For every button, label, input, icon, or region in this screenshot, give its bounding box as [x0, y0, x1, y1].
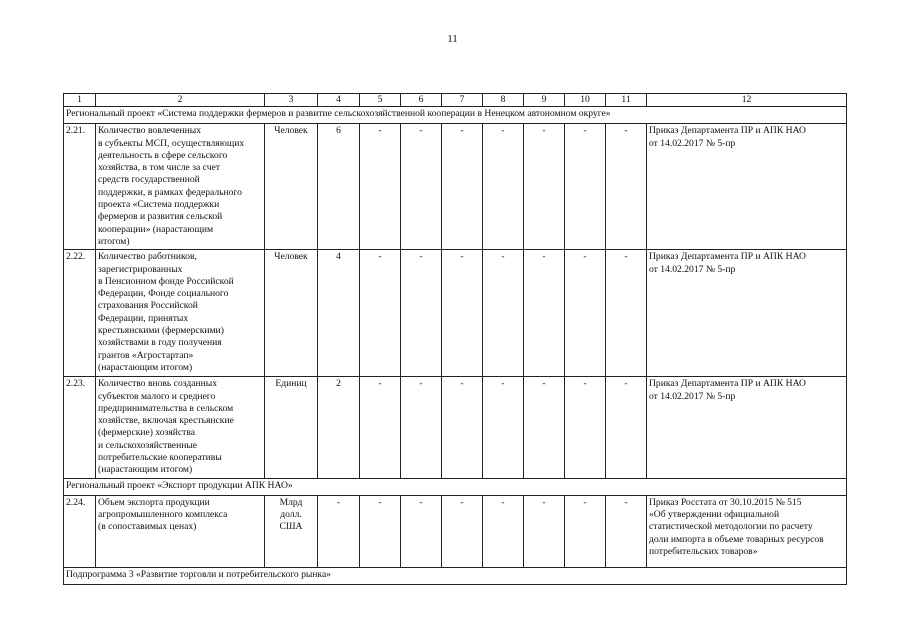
- unit-cell: [265, 250, 318, 377]
- indicator-name-line: проекта «Система поддержки: [98, 199, 220, 211]
- value-cell: -: [442, 124, 483, 250]
- basis-line: Приказ Департамента ПР и АПК НАО: [649, 251, 806, 263]
- indicator-number-cell: 2.24.: [64, 495, 96, 567]
- indicator-number-cell: 2.21.: [64, 124, 96, 250]
- value-cell: -: [442, 495, 483, 567]
- basis-cell: [647, 495, 847, 567]
- value-cell: -: [606, 377, 647, 478]
- value-cell: -: [565, 124, 606, 250]
- indicator-name-line: средств государственной: [98, 174, 200, 186]
- indicator-name-line: в Пенсионном фонде Российской: [98, 275, 234, 287]
- value-cell: -: [401, 124, 442, 250]
- value-cell: -: [360, 124, 401, 250]
- indicator-name-line: Количество вовлеченных: [98, 125, 202, 137]
- column-number-cell: 5: [360, 94, 401, 107]
- indicator-name-cell: [96, 124, 265, 250]
- unit-cell: [265, 124, 318, 250]
- indicator-number-cell: 2.22.: [64, 250, 96, 377]
- indicator-name-line: кооперации» (нарастающим: [98, 223, 214, 235]
- value-cell: -: [524, 377, 565, 478]
- value-cell: -: [606, 124, 647, 250]
- indicator-name-line: субъектов малого и среднего: [98, 390, 216, 402]
- indicator-name-line: Федерации, принятых: [98, 312, 189, 324]
- indicator-name-line: хозяйстве, включая крестьянские: [98, 415, 234, 427]
- table-row: [64, 124, 847, 250]
- column-number-cell: 8: [483, 94, 524, 107]
- indicator-name-line: Количество вновь созданных: [98, 378, 218, 390]
- unit-line: Единиц: [275, 378, 307, 390]
- indicator-name-line: хозяйствами в году получения: [98, 337, 222, 349]
- indicator-name-cell: [96, 377, 265, 478]
- indicator-name-line: крестьянскими (фермерскими): [98, 325, 224, 337]
- value-cell: -: [442, 250, 483, 377]
- indicator-name-line: и сельскохозяйственные: [98, 439, 198, 451]
- basis-line: статистической методологии по расчету: [649, 521, 813, 533]
- indicator-name-line: (фермерские) хозяйства: [98, 427, 196, 439]
- value-cell: 6: [318, 124, 360, 250]
- table-row: [64, 250, 847, 377]
- column-number-cell: 2: [96, 94, 265, 107]
- indicator-name-line: грантов «Агростартап»: [98, 349, 194, 361]
- value-cell: -: [606, 495, 647, 567]
- page-number: 11: [447, 33, 458, 45]
- indicator-name-line: фермеров и развития сельской: [98, 211, 223, 223]
- basis-line: Приказ Департамента ПР и АПК НАО: [649, 125, 806, 137]
- basis-cell: [647, 124, 847, 250]
- value-cell: -: [360, 495, 401, 567]
- value-cell: -: [483, 495, 524, 567]
- basis-cell: [647, 377, 847, 478]
- unit-line: Млрд: [279, 496, 303, 508]
- value-cell: -: [483, 250, 524, 377]
- indicator-name-line: агропромышленного комплекса: [98, 508, 228, 520]
- indicator-name-line: итогом): [98, 235, 130, 247]
- table-row: [64, 495, 847, 567]
- indicator-name-cell: [96, 495, 265, 567]
- section-title-cell: Региональный проект «Экспорт продукции АПК НАО»: [64, 478, 847, 495]
- unit-line: Человек: [274, 251, 308, 263]
- indicator-name-line: в субъекты МСП, осуществляющих: [98, 137, 245, 149]
- basis-line: от 14.02.2017 № 5-пр: [649, 137, 736, 149]
- basis-line: доли импорта в объеме товарных ресурсов: [649, 533, 824, 545]
- indicator-name-line: деятельность в сфере сельского: [98, 149, 228, 161]
- value-cell: -: [318, 495, 360, 567]
- value-cell: -: [565, 495, 606, 567]
- column-number-cell: 10: [565, 94, 606, 107]
- value-cell: -: [524, 495, 565, 567]
- unit-cell: [265, 377, 318, 478]
- section-title-row: [64, 107, 847, 124]
- column-number-cell: 7: [442, 94, 483, 107]
- value-cell: -: [401, 495, 442, 567]
- value-cell: -: [442, 377, 483, 478]
- basis-cell: [647, 250, 847, 377]
- indicator-number-cell: 2.23.: [64, 377, 96, 478]
- table-body: [64, 94, 847, 585]
- column-number-cell: 11: [606, 94, 647, 107]
- unit-cell: [265, 495, 318, 567]
- column-number-cell: 9: [524, 94, 565, 107]
- section-title-row: [64, 478, 847, 495]
- value-cell: 4: [318, 250, 360, 377]
- indicator-name-line: Количество работников,: [98, 251, 197, 263]
- basis-line: от 14.02.2017 № 5-пр: [649, 390, 736, 402]
- indicator-name-line: поддержки, в рамках федерального: [98, 186, 242, 198]
- indicator-name-line: Объем экспорта продукции: [98, 496, 210, 508]
- column-number-cell: 12: [647, 94, 847, 107]
- indicator-name-line: предпринимательства в сельском: [98, 402, 234, 414]
- indicator-name-line: (в сопоставимых ценах): [98, 521, 197, 533]
- value-cell: -: [565, 250, 606, 377]
- basis-line: Приказ Департамента ПР и АПК НАО: [649, 378, 806, 390]
- value-cell: -: [401, 250, 442, 377]
- indicator-name-line: (нарастающим итогом): [98, 464, 193, 476]
- unit-line: Человек: [274, 125, 308, 137]
- indicator-name-line: хозяйства, в том числе за счет: [98, 162, 221, 174]
- unit-line: США: [279, 521, 303, 533]
- value-cell: -: [360, 377, 401, 478]
- section-title-row: [64, 567, 847, 584]
- value-cell: -: [483, 377, 524, 478]
- column-number-cell: 3: [265, 94, 318, 107]
- indicator-name-line: Федерации, Фонде социального: [98, 288, 229, 300]
- value-cell: -: [606, 250, 647, 377]
- basis-line: Приказ Росстата от 30.10.2015 № 515: [649, 496, 802, 508]
- value-cell: -: [401, 377, 442, 478]
- column-number-cell: 6: [401, 94, 442, 107]
- column-number-cell: 1: [64, 94, 96, 107]
- indicator-name-line: (нарастающим итогом): [98, 361, 193, 373]
- column-number-cell: 4: [318, 94, 360, 107]
- indicator-name-line: зарегистрированных: [98, 263, 183, 275]
- section-title-cell: Подпрограмма 3 «Развитие торговли и потребительского рынка»: [64, 567, 847, 584]
- table-row: [64, 377, 847, 478]
- unit-line: долл.: [280, 508, 302, 520]
- basis-line: от 14.02.2017 № 5-пр: [649, 263, 736, 275]
- value-cell: -: [360, 250, 401, 377]
- basis-line: потребительских товаров»: [649, 545, 758, 557]
- basis-line: «Об утверждении официальной: [649, 508, 780, 520]
- value-cell: 2: [318, 377, 360, 478]
- indicators-table: [63, 93, 847, 585]
- value-cell: -: [565, 377, 606, 478]
- indicator-name-line: потребительские кооперативы: [98, 452, 222, 464]
- section-title-cell: Региональный проект «Система поддержки фермеров и развитие сельскохозяйственной кооперации в Ненецком автономном округе»: [64, 107, 847, 124]
- value-cell: -: [483, 124, 524, 250]
- indicator-name-line: страхования Российской: [98, 300, 198, 312]
- column-number-row: [64, 94, 847, 107]
- value-cell: -: [524, 250, 565, 377]
- indicator-name-cell: [96, 250, 265, 377]
- value-cell: -: [524, 124, 565, 250]
